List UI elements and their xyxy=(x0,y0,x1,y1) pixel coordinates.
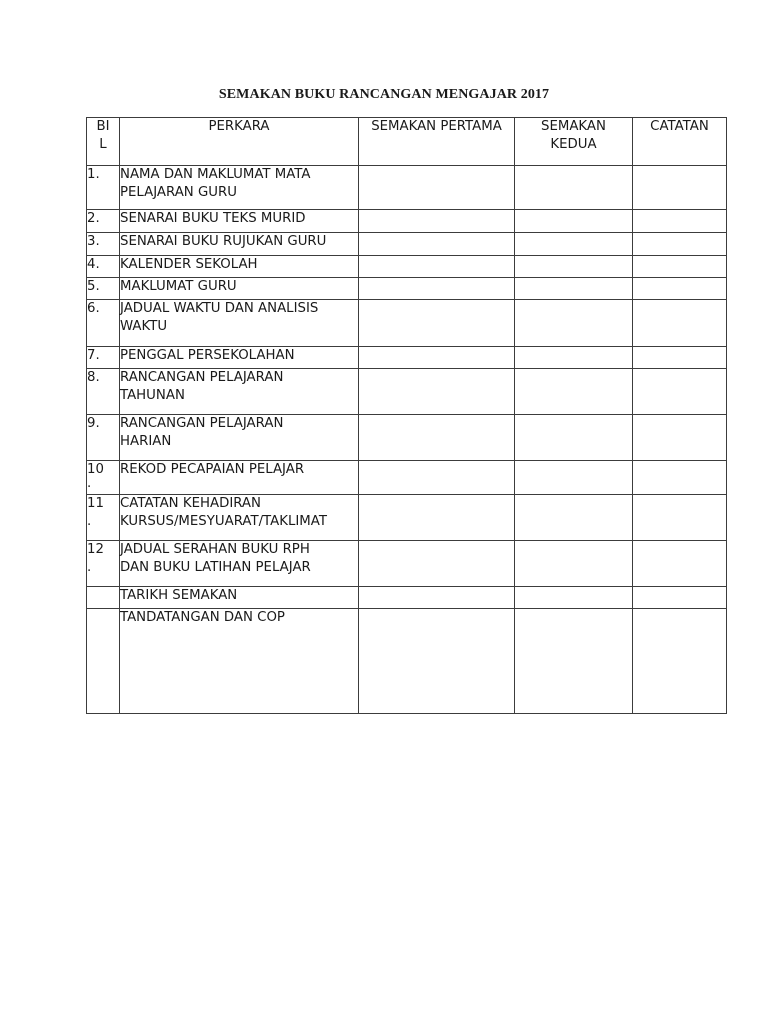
table-row xyxy=(87,256,727,278)
row-number xyxy=(87,347,120,369)
row-number-line: 8. xyxy=(87,370,100,385)
row-number xyxy=(87,210,120,233)
cell-semakan-pertama[interactable] xyxy=(359,461,515,495)
row-perkara-line: NAMA DAN MAKLUMAT MATA xyxy=(120,167,311,182)
row-number-line: . xyxy=(87,560,92,575)
cell-semakan-kedua[interactable] xyxy=(515,233,633,256)
table-row xyxy=(87,210,727,233)
row-perkara-line: CATATAN KEHADIRAN xyxy=(120,496,261,511)
cell-semakan-kedua[interactable] xyxy=(515,278,633,300)
row-number xyxy=(87,256,120,278)
cell-semakan-pertama[interactable] xyxy=(359,256,515,278)
header-row xyxy=(87,118,727,166)
row-perkara-line: WAKTU xyxy=(120,319,168,334)
cell-semakan-kedua[interactable] xyxy=(515,300,633,347)
cell-catatan[interactable] xyxy=(633,495,727,541)
cell-catatan[interactable] xyxy=(633,587,727,609)
tandatangan-label: TANDATANGAN DAN COP xyxy=(120,609,359,714)
row-number xyxy=(87,461,120,495)
table-row xyxy=(87,278,727,300)
row-perkara xyxy=(120,461,359,495)
cell-semakan-kedua[interactable] xyxy=(515,256,633,278)
row-perkara xyxy=(120,369,359,415)
row-perkara-line: JADUAL SERAHAN BUKU RPH xyxy=(120,542,310,557)
cell-catatan[interactable] xyxy=(633,210,727,233)
row-number-line: 2. xyxy=(87,211,100,226)
row-number xyxy=(87,495,120,541)
header-semakan-kedua xyxy=(515,118,633,166)
cell-semakan-kedua[interactable] xyxy=(515,461,633,495)
cell-semakan-kedua[interactable] xyxy=(515,369,633,415)
row-perkara xyxy=(120,278,359,300)
cell-semakan-kedua[interactable] xyxy=(515,495,633,541)
row-perkara-line: REKOD PECAPAIAN PELAJAR xyxy=(120,462,305,477)
row-number xyxy=(87,587,120,609)
cell-semakan-pertama[interactable] xyxy=(359,587,515,609)
row-perkara-line: TAHUNAN xyxy=(120,388,185,403)
table-row xyxy=(87,347,727,369)
cell-semakan-pertama[interactable] xyxy=(359,609,515,714)
header-catatan: CATATAN xyxy=(633,118,727,166)
document-title: SEMAKAN BUKU RANCANGAN MENGAJAR 2017 xyxy=(218,87,550,102)
table-row xyxy=(87,166,727,210)
row-number-line: 7. xyxy=(87,348,100,363)
cell-semakan-pertama[interactable] xyxy=(359,300,515,347)
row-perkara-line: SENARAI BUKU TEKS MURID xyxy=(120,211,306,226)
table-row xyxy=(87,461,727,495)
row-perkara-line: RANCANGAN PELAJARAN xyxy=(120,370,284,385)
cell-catatan[interactable] xyxy=(633,461,727,495)
cell-semakan-pertama[interactable] xyxy=(359,415,515,461)
table-row xyxy=(87,541,727,587)
header-bil-line-2: L xyxy=(99,137,107,152)
cell-semakan-pertama[interactable] xyxy=(359,495,515,541)
cell-semakan-kedua[interactable] xyxy=(515,415,633,461)
cell-semakan-pertama[interactable] xyxy=(359,541,515,587)
row-number xyxy=(87,300,120,347)
row-perkara-line: JADUAL WAKTU DAN ANALISIS xyxy=(120,301,319,316)
cell-catatan[interactable] xyxy=(633,369,727,415)
header-semakan-kedua-line-1: SEMAKAN xyxy=(541,119,606,134)
header-perkara: PERKARA xyxy=(120,118,359,166)
table-row xyxy=(87,233,727,256)
row-perkara xyxy=(120,233,359,256)
header-semakan-pertama: SEMAKAN PERTAMA xyxy=(359,118,515,166)
row-perkara xyxy=(120,166,359,210)
tandatangan-row xyxy=(87,609,727,714)
cell-semakan-kedua[interactable] xyxy=(515,587,633,609)
row-number-line: . xyxy=(87,514,92,529)
row-number-line: 1. xyxy=(87,167,100,182)
cell-catatan[interactable] xyxy=(633,233,727,256)
cell-semakan-pertama[interactable] xyxy=(359,233,515,256)
table-row xyxy=(87,369,727,415)
row-perkara-line: MAKLUMAT GURU xyxy=(120,279,237,294)
cell-semakan-kedua[interactable] xyxy=(515,541,633,587)
cell-semakan-pertama[interactable] xyxy=(359,210,515,233)
row-number-line: 6. xyxy=(87,301,100,316)
header-bil xyxy=(87,118,120,166)
row-perkara-line: PELAJARAN GURU xyxy=(120,185,237,200)
tarikh-semakan-row xyxy=(87,587,727,609)
row-number-line: 5. xyxy=(87,279,100,294)
row-perkara xyxy=(120,541,359,587)
cell-semakan-kedua[interactable] xyxy=(515,347,633,369)
row-number-line: 9. xyxy=(87,416,100,431)
row-number-line: 11 xyxy=(87,496,104,511)
checklist-table xyxy=(86,117,727,714)
cell-semakan-kedua[interactable] xyxy=(515,166,633,210)
row-perkara-line: PENGGAL PERSEKOLAHAN xyxy=(120,348,295,363)
row-number xyxy=(87,233,120,256)
row-number-line: 12 xyxy=(87,542,104,557)
table-row xyxy=(87,300,727,347)
row-perkara-line: DAN BUKU LATIHAN PELAJAR xyxy=(120,560,311,575)
row-perkara-line: KURSUS/MESYUARAT/TAKLIMAT xyxy=(120,514,327,529)
cell-semakan-kedua[interactable] xyxy=(515,210,633,233)
row-number xyxy=(87,369,120,415)
table-row xyxy=(87,495,727,541)
tarikh-semakan-label: TARIKH SEMAKAN xyxy=(120,587,359,609)
cell-catatan[interactable] xyxy=(633,415,727,461)
row-perkara xyxy=(120,256,359,278)
row-number xyxy=(87,166,120,210)
header-bil-line-1: BI xyxy=(96,119,110,134)
row-number-line: 4. xyxy=(87,257,100,272)
row-number-line: . xyxy=(87,476,92,491)
row-perkara xyxy=(120,347,359,369)
cell-semakan-pertama[interactable] xyxy=(359,369,515,415)
row-perkara xyxy=(120,300,359,347)
cell-catatan[interactable] xyxy=(633,541,727,587)
cell-semakan-pertama[interactable] xyxy=(359,278,515,300)
row-number xyxy=(87,278,120,300)
row-perkara-line: KALENDER SEKOLAH xyxy=(120,257,258,272)
row-perkara-line: HARIAN xyxy=(120,434,172,449)
row-perkara xyxy=(120,210,359,233)
row-perkara-line: SENARAI BUKU RUJUKAN GURU xyxy=(120,234,327,249)
cell-catatan[interactable] xyxy=(633,256,727,278)
cell-catatan[interactable] xyxy=(633,347,727,369)
row-number xyxy=(87,541,120,587)
cell-semakan-kedua[interactable] xyxy=(515,609,633,714)
cell-semakan-pertama[interactable] xyxy=(359,347,515,369)
row-number xyxy=(87,415,120,461)
cell-catatan[interactable] xyxy=(633,300,727,347)
cell-catatan[interactable] xyxy=(633,278,727,300)
cell-catatan[interactable] xyxy=(633,166,727,210)
row-number-line: 10 xyxy=(87,462,104,477)
row-perkara xyxy=(120,415,359,461)
cell-catatan[interactable] xyxy=(633,609,727,714)
row-number xyxy=(87,609,120,714)
row-number-line: 3. xyxy=(87,234,100,249)
header-semakan-kedua-line-2: KEDUA xyxy=(550,137,597,152)
row-perkara xyxy=(120,495,359,541)
row-perkara-line: RANCANGAN PELAJARAN xyxy=(120,416,284,431)
cell-semakan-pertama[interactable] xyxy=(359,166,515,210)
table-row xyxy=(87,415,727,461)
